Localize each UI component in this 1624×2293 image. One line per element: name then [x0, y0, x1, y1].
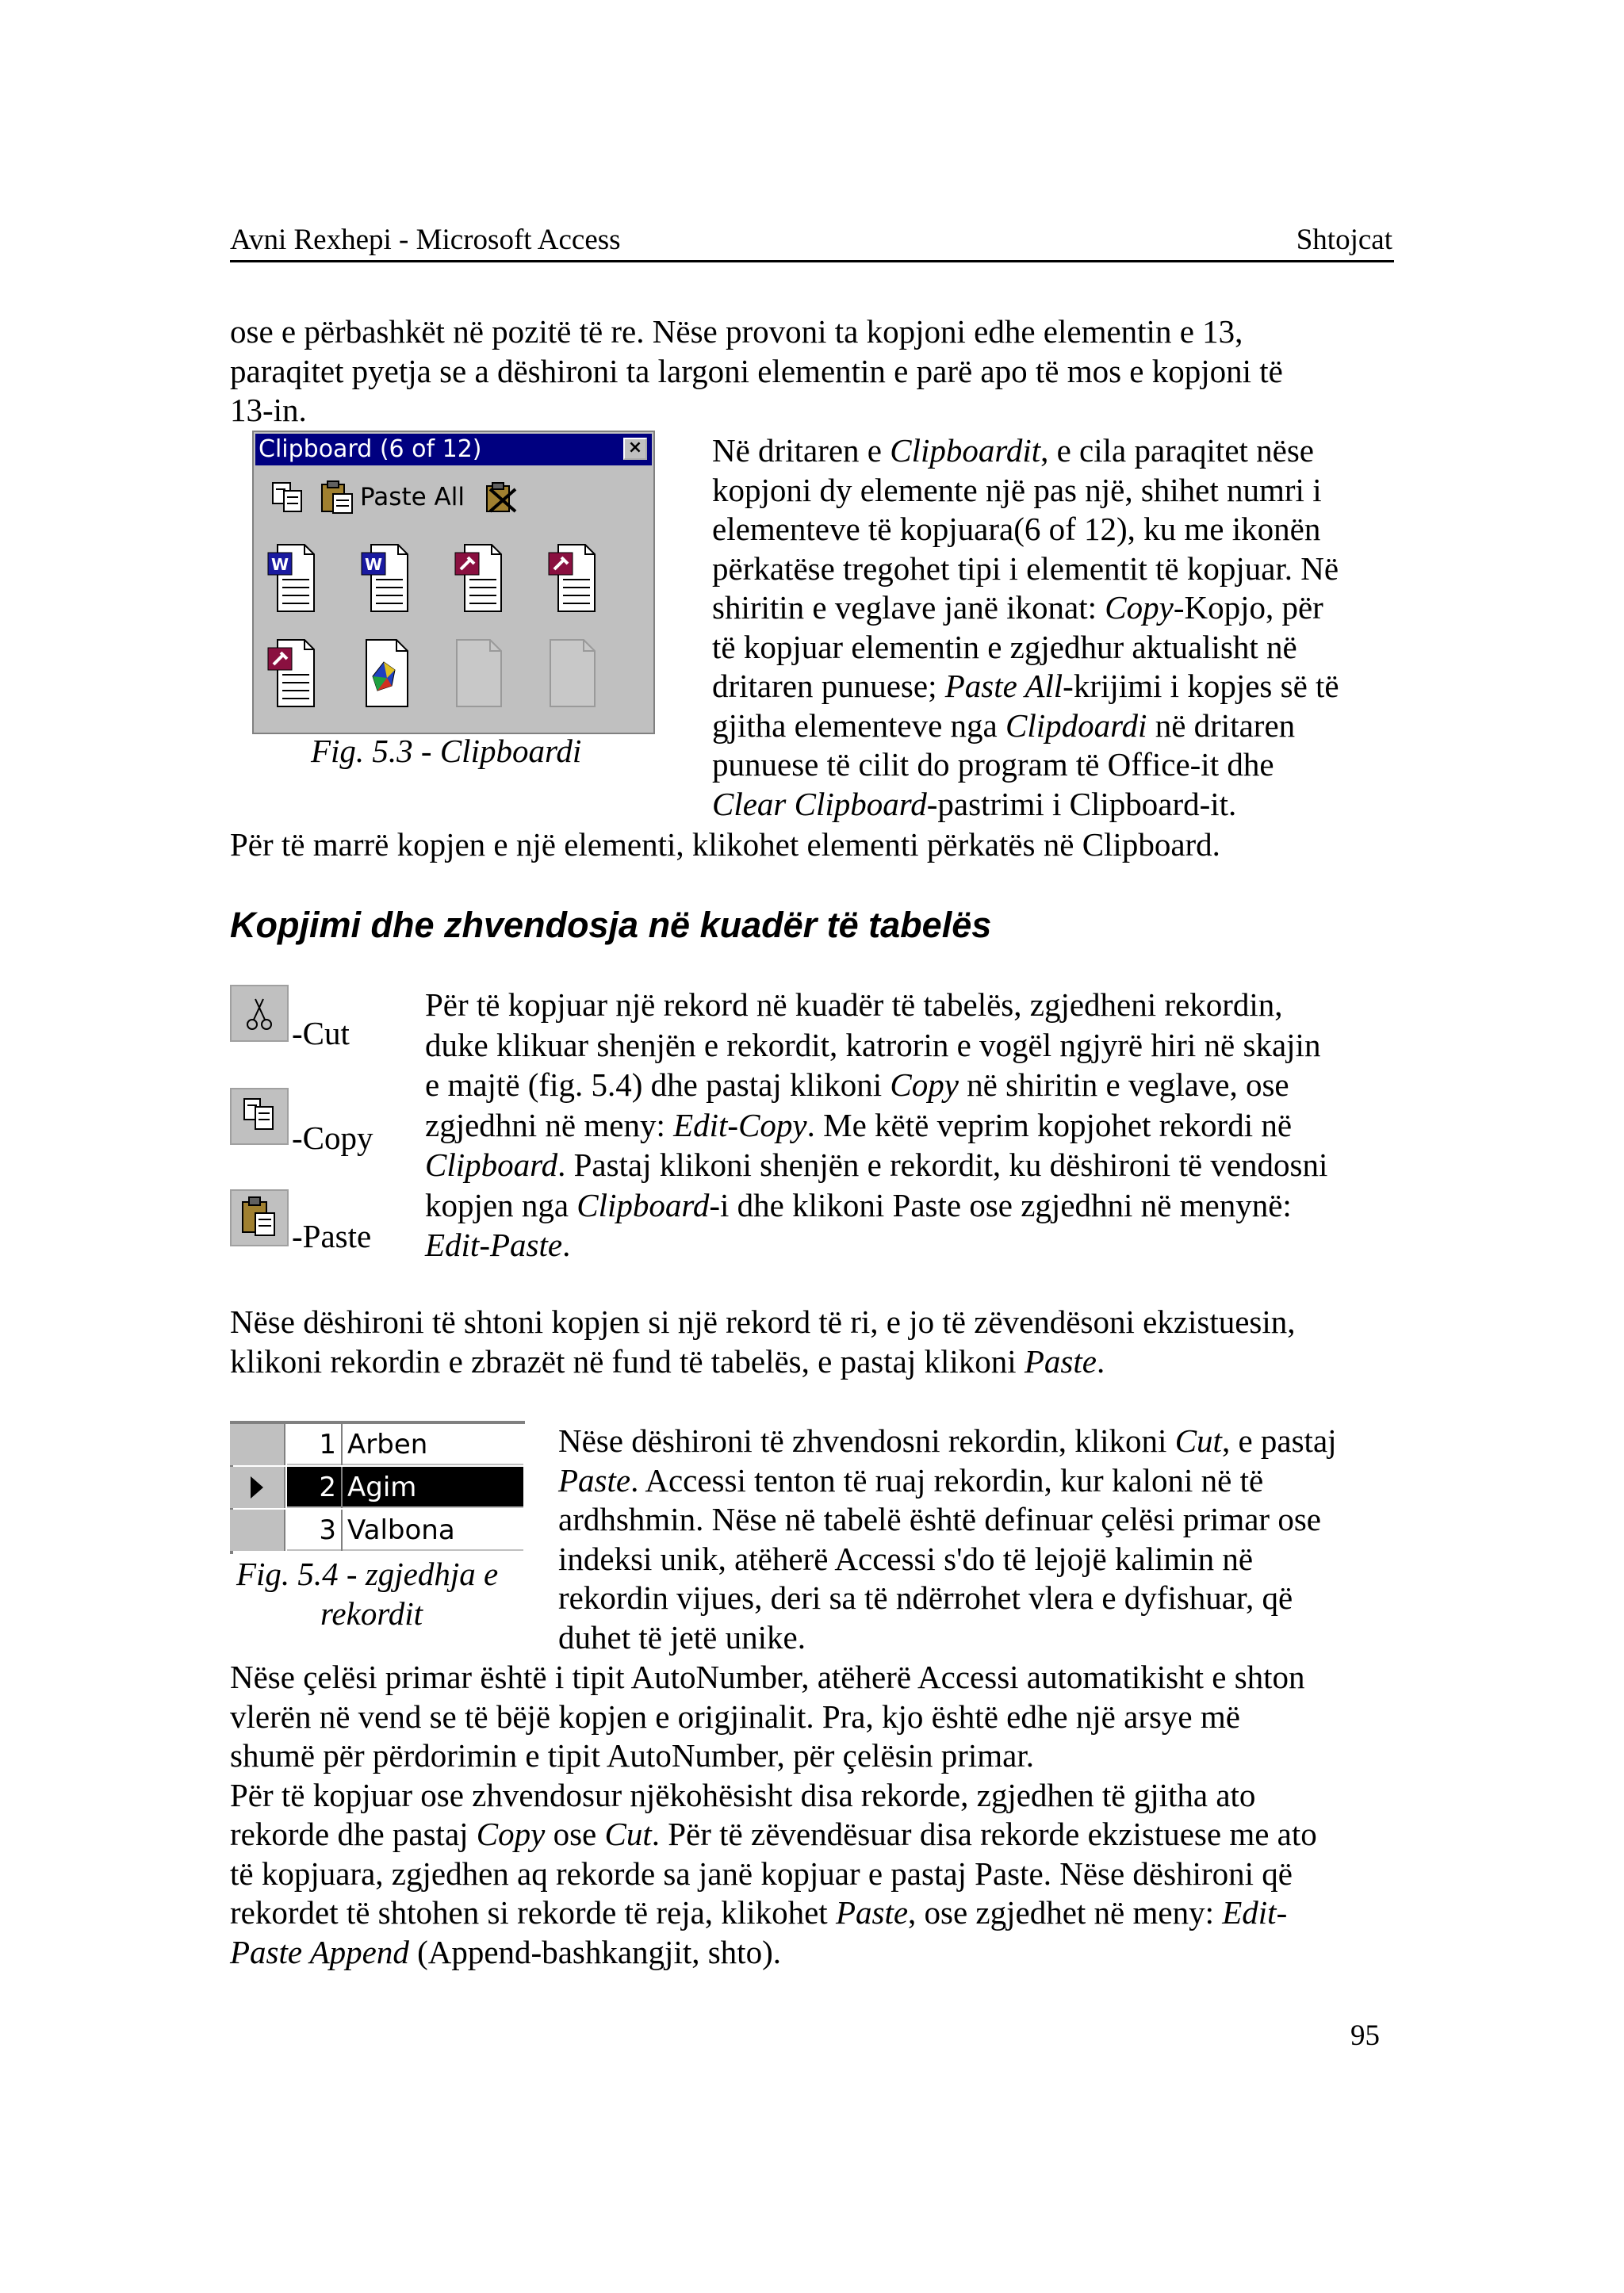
text-run: -pastrimi i Clipboard-it. — [926, 785, 1237, 822]
paragraph-line — [425, 1065, 1289, 1104]
text-run: Nëse çelësi primar është i tipit AutoNumber, atëherë Accessi automatikisht e shton — [230, 1659, 1305, 1695]
page-number: 95 — [1350, 2019, 1380, 2052]
paragraph-line — [230, 1697, 1240, 1736]
italic-term: Paste — [1024, 1343, 1097, 1380]
paste-all-icon[interactable] — [320, 480, 355, 515]
paragraph-line — [712, 470, 1322, 510]
italic-term: Cut — [1174, 1422, 1222, 1459]
text-run: rekordet të shtohen si rekorde të reja, klikohet — [230, 1894, 836, 1931]
italic-term: Clipboard — [576, 1186, 710, 1223]
italic-term: Edit-Copy — [673, 1106, 807, 1143]
text-run: , e pastaj — [1221, 1422, 1337, 1459]
paste-button[interactable] — [230, 1189, 289, 1246]
text-run: ardhshmin. Nëse në tabelë është definuar çelësi primar ose — [558, 1501, 1321, 1537]
text-run: ose — [545, 1816, 605, 1852]
office-document-icon[interactable] — [360, 638, 409, 708]
paragraph-line — [712, 745, 1274, 784]
column-separator — [341, 1424, 343, 1465]
paragraph-line — [230, 1854, 1293, 1893]
word-document-icon[interactable] — [266, 543, 316, 613]
paragraph-line — [712, 549, 1339, 588]
clear-clipboard-icon[interactable] — [484, 480, 519, 515]
paragraph-line — [712, 666, 1339, 706]
italic-term: Copy — [476, 1816, 546, 1852]
record-selector[interactable] — [230, 1424, 285, 1465]
paragraph-line — [230, 1302, 1296, 1342]
text-run: vlerën në vend se të bëjë kopjen e origjinalit. Pra, kjo është edhe një arsye më — [230, 1698, 1240, 1735]
text-run: . Pastaj klikoni shenjën e rekordit, ku dëshironi të vendosni — [557, 1146, 1328, 1183]
clipboard-title: Clipboard (6 of 12) — [259, 435, 482, 463]
paragraph-line — [230, 1342, 1105, 1381]
text-run: . — [562, 1227, 571, 1263]
paragraph-line — [712, 706, 1295, 745]
paragraph-line — [230, 1657, 1305, 1697]
table-row[interactable] — [230, 1510, 523, 1551]
text-run: . — [1096, 1343, 1105, 1380]
scissors-icon — [232, 986, 287, 1040]
clipboard-title-bar — [255, 434, 652, 465]
italic-term: Edit- — [1222, 1894, 1288, 1931]
paste-all-button[interactable]: Paste All — [360, 483, 465, 511]
record-name[interactable]: Agim — [347, 1472, 417, 1503]
record-number: 3 — [319, 1514, 336, 1546]
record-selector[interactable] — [230, 1467, 285, 1508]
paragraph-line — [425, 1185, 1292, 1225]
text-run: Në dritaren e — [712, 432, 891, 469]
text-run: klikoni rekordin e zbrazët në fund të tabelës, e pastaj klikoni — [230, 1343, 1025, 1380]
access-document-icon[interactable] — [547, 543, 596, 613]
paragraph-line — [558, 1617, 806, 1657]
paste-icon — [232, 1191, 287, 1245]
text-run: Për të kopjuar një rekord në kuadër të tabelës, zgjedheni rekordin, — [425, 986, 1283, 1023]
svg-text:W: W — [364, 555, 383, 574]
paragraph-line — [712, 431, 1314, 470]
paragraph-line — [425, 1145, 1327, 1185]
paragraph-line — [712, 784, 1236, 824]
paragraph-line — [425, 1225, 570, 1265]
text-run: punuese të cilit do program të Office-it dhe — [712, 746, 1274, 783]
table-row[interactable] — [230, 1424, 523, 1465]
text-run: rekorde dhe pastaj — [230, 1816, 477, 1852]
text-run: në shiritin e veglave, ose — [958, 1066, 1289, 1103]
paragraph-line — [558, 1539, 1253, 1579]
text-run: Nëse dëshironi të shtoni kopjen si një rekord të ri, e jo të zëvendësoni ekzistuesin, — [230, 1303, 1296, 1340]
italic-term: Paste Append — [230, 1933, 409, 1970]
paragraph-line — [230, 1736, 1034, 1775]
record-pointer-icon — [230, 1467, 278, 1508]
paragraph-line — [425, 1025, 1320, 1065]
paragraph-line — [558, 1421, 1337, 1460]
section-heading: Kopjimi dhe zhvendosja në kuadër të tabelës — [230, 905, 992, 945]
cut-button[interactable] — [230, 985, 289, 1042]
clipboard-window — [252, 431, 655, 734]
text-run: shumë për përdorimin e tipit AutoNumber, për çelësin primar. — [230, 1737, 1034, 1774]
text-run: kopjen nga — [425, 1186, 577, 1223]
text-run: të kopjuara, zgjedhen aq rekorde sa janë kopjuar e pastaj Paste. Nëse dëshironi që — [230, 1855, 1293, 1892]
record-selector[interactable] — [230, 1510, 285, 1551]
italic-term: Clear Clipboard — [712, 785, 927, 822]
copy-label: -Copy — [292, 1120, 373, 1156]
empty-slot-icon — [547, 638, 596, 708]
text-run: Për të kopjuar ose zhvendosur njëkohësisht disa rekorde, zgjedhen të gjitha ato — [230, 1776, 1256, 1813]
paragraph-line — [558, 1578, 1293, 1617]
cut-label: -Cut — [292, 1015, 350, 1051]
italic-term: Paste — [558, 1461, 631, 1499]
italic-term: Paste — [835, 1894, 909, 1931]
text-run: -krijimi i kopjes së të — [1063, 668, 1339, 704]
column-separator — [341, 1467, 343, 1508]
italic-term: Clipdoardi — [1005, 706, 1147, 744]
figure-caption: Fig. 5.4 - zgjedhja e — [236, 1556, 499, 1592]
italic-term: Copy — [890, 1066, 959, 1103]
figure-caption: Fig. 5.3 - Clipboardi — [311, 733, 582, 769]
table-row[interactable] — [230, 1467, 523, 1508]
paragraph-line — [230, 1932, 781, 1972]
word-document-icon[interactable] — [360, 543, 409, 613]
text-run: , ose zgjedhet në meny: — [908, 1894, 1223, 1931]
text-run: Nëse dëshironi të zhvendosni rekordin, klikoni — [558, 1422, 1175, 1459]
intro-line: ose e përbashkët në pozitë të re. Nëse provoni ta kopjoni edhe elementin e 13, — [230, 313, 1243, 350]
copy-icon — [232, 1089, 287, 1143]
paragraph-line — [425, 985, 1283, 1024]
header-rule — [230, 260, 1394, 262]
text-run: (Append-bashkangjit, shto). — [408, 1933, 781, 1970]
text-run: në dritaren — [1147, 706, 1296, 744]
text-run: dritaren punuese; — [712, 668, 945, 704]
empty-slot-icon — [454, 638, 503, 708]
close-button[interactable]: × — [623, 438, 647, 460]
text-run: duke klikuar shenjën e rekordit, katrorin e vogël ngjyrë hiri në skajin — [425, 1026, 1321, 1063]
paragraph-line — [230, 1775, 1255, 1815]
text-run: duhet të jetë unike. — [558, 1618, 806, 1656]
record-number: 1 — [319, 1429, 336, 1460]
text-run: -i dhe klikoni Paste ose zgjedhni në menynë: — [709, 1186, 1292, 1223]
paragraph-line — [230, 1893, 1287, 1932]
copy-button[interactable] — [230, 1088, 289, 1145]
text-run: -Kopjo, për — [1173, 589, 1323, 626]
intro-line: paraqitet pyetja se a dëshironi ta largoni elementin e parë apo të mos e kopjoni të — [230, 353, 1283, 389]
paragraph-line: Për të marrë kopjen e një elementi, klikohet elementi përkatës në Clipboard. — [230, 826, 1220, 863]
paragraph-line — [712, 588, 1323, 627]
access-document-icon[interactable] — [266, 638, 316, 708]
text-run: rekordin vijues, deri sa të ndërrohet vlera e dyfishuar, që — [558, 1579, 1293, 1616]
italic-term: Clipboardit — [890, 432, 1041, 469]
text-run: , e cila paraqitet nëse — [1040, 432, 1315, 469]
italic-term: Copy — [1105, 589, 1174, 626]
text-run: . Për të zëvendësuar disa rekorde ekzistuese me ato — [651, 1816, 1317, 1852]
text-run: elementeve të kopjuara(6 of 12), ku me ikonën — [712, 511, 1321, 547]
paste-label: -Paste — [292, 1218, 372, 1254]
record-name[interactable]: Arben — [347, 1429, 428, 1460]
text-run: kopjoni dy elemente një pas një, shihet numri i — [712, 471, 1322, 508]
paragraph-line — [425, 1105, 1292, 1145]
running-header-right: Shtojcat — [1296, 224, 1392, 256]
text-run: gjitha elementeve nga — [712, 706, 1005, 744]
paragraph-line — [712, 627, 1297, 667]
text-run: përkatëse tregohet tipi i elementit të kopjuar. Në — [712, 549, 1339, 587]
column-separator — [341, 1510, 343, 1551]
paragraph-line — [558, 1460, 1263, 1500]
text-run: shiritin e veglave janë ikonat: — [712, 589, 1105, 626]
italic-term: Paste All — [944, 668, 1063, 704]
record-number: 2 — [319, 1472, 336, 1503]
text-run: . Accessi tenton të ruaj rekordin, kur kaloni në të — [630, 1461, 1264, 1499]
running-header-left: Avni Rexhepi - Microsoft Access — [230, 224, 621, 256]
italic-term: Cut — [604, 1816, 652, 1852]
text-run: e majtë (fig. 5.4) dhe pastaj klikoni — [425, 1066, 891, 1103]
text-run: zgjedhni në meny: — [425, 1106, 674, 1143]
italic-term: Edit-Paste — [425, 1227, 563, 1263]
text-run: . Me këtë veprim kopjohet rekordi në — [806, 1106, 1293, 1143]
paragraph-line — [558, 1499, 1321, 1539]
svg-text:W: W — [270, 555, 289, 574]
italic-term: Clipboard — [425, 1146, 558, 1183]
text-run: të kopjuar elementin e zgjedhur aktualisht në — [712, 628, 1297, 665]
figure-caption: rekordit — [320, 1595, 423, 1632]
copy-icon[interactable] — [271, 481, 306, 513]
paragraph-line — [712, 509, 1320, 549]
record-name[interactable]: Valbona — [347, 1514, 455, 1546]
text-run: indeksi unik, atëherë Accessi s'do të lejojë kalimin në — [558, 1540, 1254, 1577]
paragraph-line — [230, 1814, 1317, 1854]
access-document-icon[interactable] — [454, 543, 503, 613]
intro-line: 13-in. — [230, 392, 307, 428]
